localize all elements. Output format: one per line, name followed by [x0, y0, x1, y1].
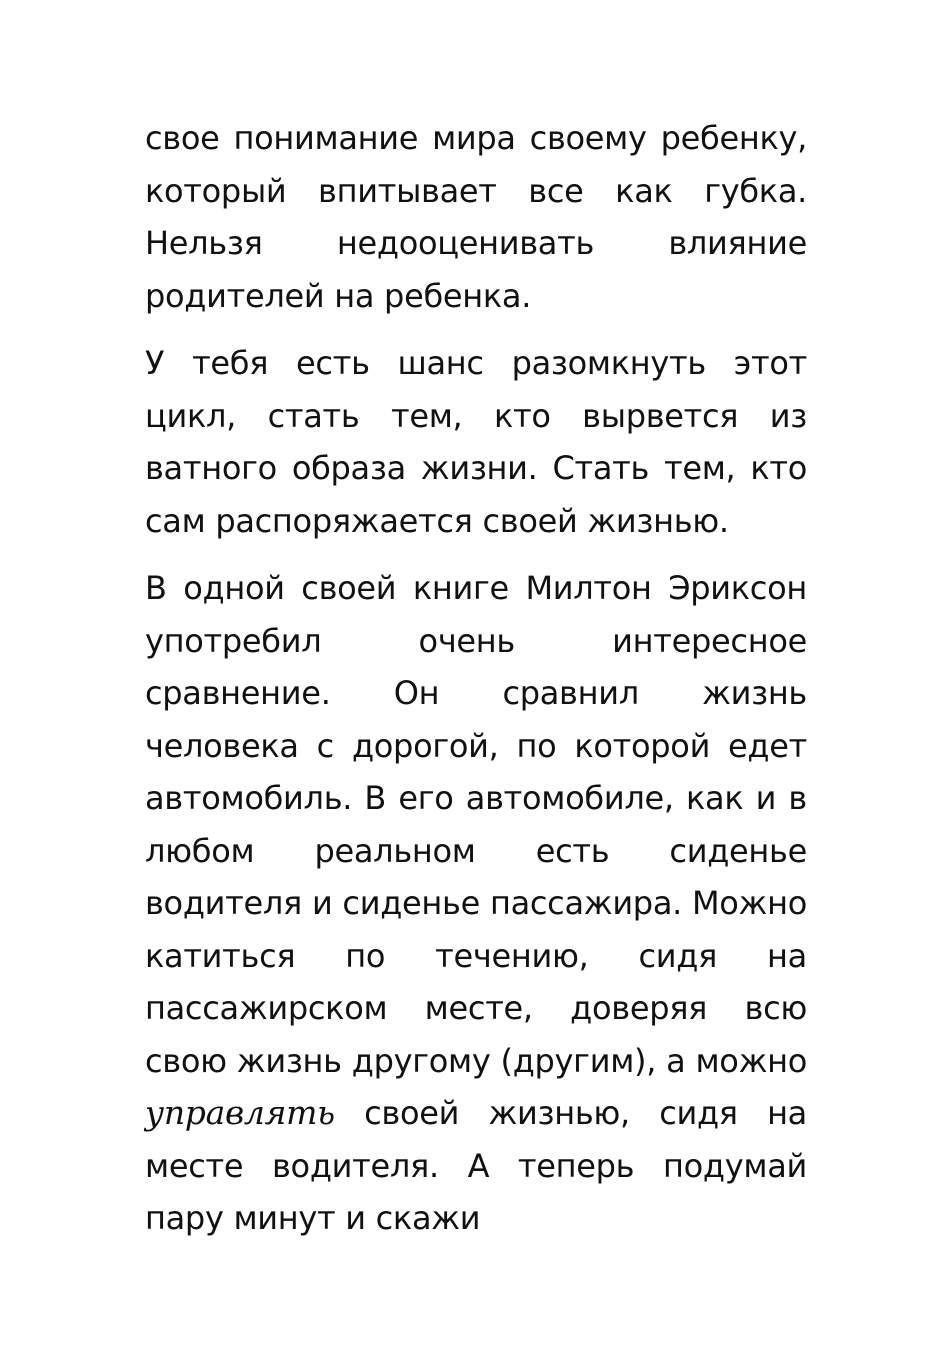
paragraph-1: свое понимание мира своему ребенку, который впитывает все как губка. Нельзя недооценивать влияние родителей на ребенка. [145, 119, 807, 315]
paragraph-3 [145, 562, 807, 1245]
paragraph-2: У тебя есть шанс разомкнуть этот цикл, стать тем, кто вырвется из ватного образа жизни. Стать тем, кто сам распоряжается своей жизнью. [145, 344, 807, 540]
paragraph-3-text-after: своей жизнью, сидя на месте водителя. А теперь подумай пару минут и скажи [145, 1094, 807, 1237]
emphasized-word: управлять [145, 1093, 335, 1132]
body-text [145, 112, 807, 1260]
paragraph-3-text-before: В одной своей книге Милтон Эриксон употребил очень интересное сравнение. Он сравнил жизнь человека с дорогой, по которой едет автомобиль. В его автомобиле, как и в любом реальном есть сиденье водителя и сиденье пассажира. Можно катиться по течению, сидя на пассажирском месте, доверяя всю свою жизнь другому (другим), а можно [145, 569, 807, 1080]
